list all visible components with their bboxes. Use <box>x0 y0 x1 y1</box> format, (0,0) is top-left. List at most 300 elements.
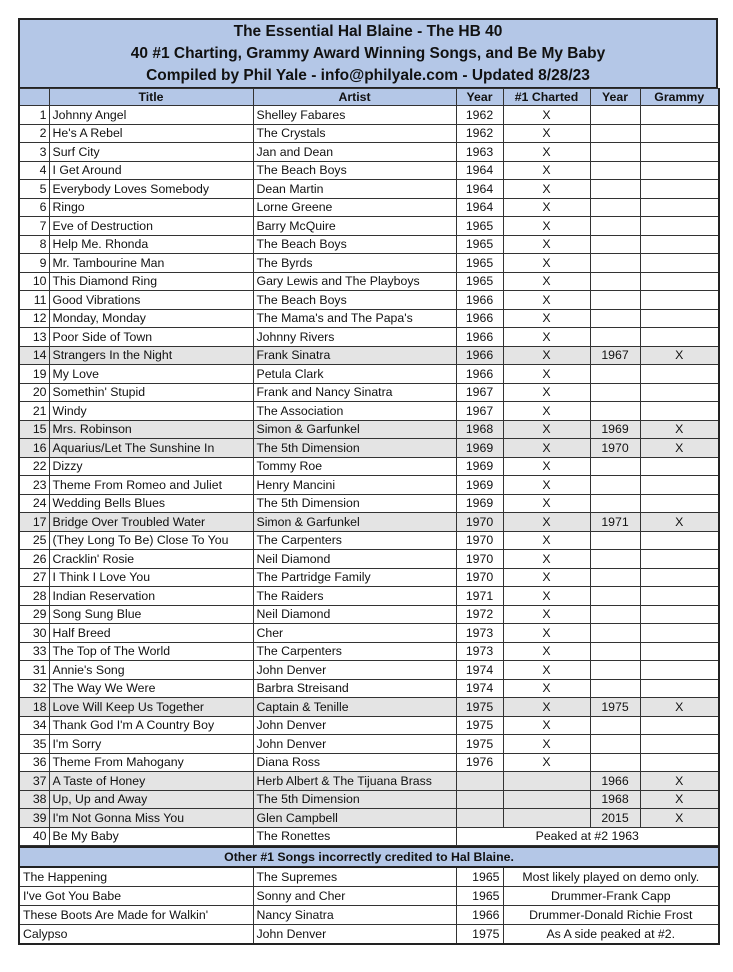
table-row <box>19 143 719 162</box>
row-artist: Cher <box>253 624 456 643</box>
row-grammy <box>640 161 719 180</box>
table-row <box>19 735 719 754</box>
row-year: 1966 <box>456 365 503 384</box>
row-number: 12 <box>19 309 49 328</box>
other-row <box>19 867 719 887</box>
row-note: Peaked at #2 1963 <box>456 827 719 846</box>
row-number: 29 <box>19 605 49 624</box>
row-title: This Diamond Ring <box>49 272 253 291</box>
row-title: Be My Baby <box>49 827 253 846</box>
row-grammy-year <box>590 402 640 421</box>
row-grammy-year <box>590 642 640 661</box>
row-title: He's A Rebel <box>49 124 253 143</box>
table-row <box>19 568 719 587</box>
row-grammy: X <box>640 439 719 458</box>
row-number: 19 <box>19 365 49 384</box>
col-header-grammy-year: Year <box>590 89 640 106</box>
other-artist: Nancy Sinatra <box>253 906 456 925</box>
row-grammy <box>640 568 719 587</box>
row-artist: John Denver <box>253 716 456 735</box>
row-title: Cracklin' Rosie <box>49 550 253 569</box>
other-artist: John Denver <box>253 925 456 945</box>
row-year: 1962 <box>456 106 503 125</box>
row-grammy <box>640 309 719 328</box>
title-line-1: The Essential Hal Blaine - The HB 40 <box>233 23 503 40</box>
row-title: Half Breed <box>49 624 253 643</box>
row-number: 27 <box>19 568 49 587</box>
row-charted: X <box>503 735 590 754</box>
row-title: Theme From Mahogany <box>49 753 253 772</box>
row-charted: X <box>503 309 590 328</box>
row-number: 18 <box>19 698 49 717</box>
row-year: 1971 <box>456 587 503 606</box>
row-grammy <box>640 642 719 661</box>
songs-table <box>18 88 720 846</box>
spreadsheet <box>18 18 718 945</box>
row-number: 2 <box>19 124 49 143</box>
row-number: 9 <box>19 254 49 273</box>
other-note: Drummer-Donald Richie Frost <box>503 906 719 925</box>
row-number: 3 <box>19 143 49 162</box>
row-grammy <box>640 254 719 273</box>
row-charted <box>503 790 590 809</box>
table-row <box>19 328 719 347</box>
other-section-title: Other #1 Songs incorrectly credited to Hal Blaine. <box>19 847 719 867</box>
table-row <box>19 383 719 402</box>
row-number: 38 <box>19 790 49 809</box>
row-year <box>456 809 503 828</box>
row-year: 1966 <box>456 328 503 347</box>
row-grammy-year <box>590 735 640 754</box>
table-row <box>19 161 719 180</box>
row-grammy <box>640 661 719 680</box>
row-grammy-year: 2015 <box>590 809 640 828</box>
row-grammy-year <box>590 254 640 273</box>
row-title: (They Long To Be) Close To You <box>49 531 253 550</box>
row-charted: X <box>503 476 590 495</box>
row-year: 1964 <box>456 161 503 180</box>
row-number: 31 <box>19 661 49 680</box>
row-grammy-year <box>590 753 640 772</box>
row-title: Eve of Destruction <box>49 217 253 236</box>
row-title: Monday, Monday <box>49 309 253 328</box>
row-artist: Lorne Greene <box>253 198 456 217</box>
other-section-header <box>19 847 719 867</box>
row-grammy <box>640 679 719 698</box>
row-number: 8 <box>19 235 49 254</box>
row-title: Song Sung Blue <box>49 605 253 624</box>
row-grammy <box>640 457 719 476</box>
row-artist: John Denver <box>253 735 456 754</box>
row-grammy <box>640 624 719 643</box>
other-artist: Sonny and Cher <box>253 887 456 906</box>
other-year: 1966 <box>456 906 503 925</box>
row-number: 17 <box>19 513 49 532</box>
row-title: Mr. Tambourine Man <box>49 254 253 273</box>
row-title: My Love <box>49 365 253 384</box>
row-charted: X <box>503 716 590 735</box>
row-number: 32 <box>19 679 49 698</box>
row-charted: X <box>503 605 590 624</box>
table-row <box>19 402 719 421</box>
header-row <box>19 89 719 106</box>
row-grammy <box>640 180 719 199</box>
row-artist: The Ronettes <box>253 827 456 846</box>
row-grammy-year <box>590 235 640 254</box>
other-row <box>19 906 719 925</box>
row-title: Wedding Bells Blues <box>49 494 253 513</box>
row-grammy <box>640 272 719 291</box>
row-grammy-year: 1970 <box>590 439 640 458</box>
row-artist: The 5th Dimension <box>253 439 456 458</box>
row-grammy-year <box>590 550 640 569</box>
table-row <box>19 346 719 365</box>
row-charted: X <box>503 402 590 421</box>
row-grammy <box>640 716 719 735</box>
row-title: Good Vibrations <box>49 291 253 310</box>
row-artist: Simon & Garfunkel <box>253 420 456 439</box>
row-grammy-year <box>590 457 640 476</box>
table-row <box>19 587 719 606</box>
row-grammy-year <box>590 309 640 328</box>
row-artist: Johnny Rivers <box>253 328 456 347</box>
row-number: 35 <box>19 735 49 754</box>
row-artist: The Partridge Family <box>253 568 456 587</box>
row-grammy <box>640 328 719 347</box>
row-year: 1962 <box>456 124 503 143</box>
row-artist: Barry McQuire <box>253 217 456 236</box>
row-year: 1974 <box>456 679 503 698</box>
row-grammy-year <box>590 328 640 347</box>
row-artist: John Denver <box>253 661 456 680</box>
row-artist: The Mama's and The Papa's <box>253 309 456 328</box>
row-year: 1964 <box>456 198 503 217</box>
row-title: Indian Reservation <box>49 587 253 606</box>
table-row <box>19 790 719 809</box>
table-row <box>19 753 719 772</box>
row-number: 6 <box>19 198 49 217</box>
row-artist: Captain & Tenille <box>253 698 456 717</box>
row-charted: X <box>503 679 590 698</box>
row-charted: X <box>503 568 590 587</box>
row-number: 40 <box>19 827 49 846</box>
row-title: The Way We Were <box>49 679 253 698</box>
row-grammy <box>640 531 719 550</box>
row-number: 25 <box>19 531 49 550</box>
row-title: Love Will Keep Us Together <box>49 698 253 717</box>
row-number: 16 <box>19 439 49 458</box>
other-year: 1965 <box>456 867 503 887</box>
row-title: I Get Around <box>49 161 253 180</box>
row-title: Aquarius/Let The Sunshine In <box>49 439 253 458</box>
row-artist: The 5th Dimension <box>253 494 456 513</box>
other-title: Calypso <box>19 925 253 945</box>
row-grammy-year <box>590 291 640 310</box>
table-row <box>19 106 719 125</box>
col-header-charted: #1 Charted <box>503 89 590 106</box>
row-grammy <box>640 291 719 310</box>
row-charted: X <box>503 124 590 143</box>
row-charted: X <box>503 198 590 217</box>
row-artist: Simon & Garfunkel <box>253 513 456 532</box>
other-title: These Boots Are Made for Walkin' <box>19 906 253 925</box>
row-grammy-year <box>590 605 640 624</box>
row-title: Ringo <box>49 198 253 217</box>
row-grammy <box>640 106 719 125</box>
row-title: The Top of The World <box>49 642 253 661</box>
row-title: Surf City <box>49 143 253 162</box>
row-charted: X <box>503 217 590 236</box>
other-artist: The Supremes <box>253 867 456 887</box>
row-year <box>456 772 503 791</box>
row-number: 39 <box>19 809 49 828</box>
other-title: I've Got You Babe <box>19 887 253 906</box>
row-charted: X <box>503 365 590 384</box>
row-year: 1965 <box>456 254 503 273</box>
table-row <box>19 235 719 254</box>
row-artist: Neil Diamond <box>253 550 456 569</box>
row-title: I'm Not Gonna Miss You <box>49 809 253 828</box>
other-year: 1975 <box>456 925 503 945</box>
row-number: 24 <box>19 494 49 513</box>
other-row <box>19 887 719 906</box>
row-title: Windy <box>49 402 253 421</box>
table-row <box>19 494 719 513</box>
table-row <box>19 772 719 791</box>
row-number: 13 <box>19 328 49 347</box>
row-year: 1969 <box>456 494 503 513</box>
row-charted: X <box>503 254 590 273</box>
row-year: 1965 <box>456 272 503 291</box>
row-charted: X <box>503 457 590 476</box>
row-grammy <box>640 365 719 384</box>
table-row <box>19 809 719 828</box>
row-artist: The Carpenters <box>253 642 456 661</box>
row-year: 1972 <box>456 605 503 624</box>
row-charted <box>503 772 590 791</box>
row-grammy <box>640 198 719 217</box>
row-title: Poor Side of Town <box>49 328 253 347</box>
row-number: 7 <box>19 217 49 236</box>
row-number: 15 <box>19 420 49 439</box>
row-year: 1966 <box>456 309 503 328</box>
table-row <box>19 531 719 550</box>
row-artist: The Beach Boys <box>253 291 456 310</box>
row-grammy-year: 1975 <box>590 698 640 717</box>
row-grammy <box>640 235 719 254</box>
row-charted: X <box>503 383 590 402</box>
row-artist: The Crystals <box>253 124 456 143</box>
title-banner <box>18 18 718 88</box>
row-charted: X <box>503 642 590 661</box>
row-charted: X <box>503 587 590 606</box>
row-artist: Shelley Fabares <box>253 106 456 125</box>
row-artist: The Beach Boys <box>253 161 456 180</box>
row-grammy-year <box>590 124 640 143</box>
row-number: 21 <box>19 402 49 421</box>
table-row <box>19 642 719 661</box>
row-artist: Henry Mancini <box>253 476 456 495</box>
other-rows <box>19 867 719 944</box>
row-title: Mrs. Robinson <box>49 420 253 439</box>
col-header-year: Year <box>456 89 503 106</box>
row-artist: Tommy Roe <box>253 457 456 476</box>
row-year <box>456 790 503 809</box>
table-row <box>19 439 719 458</box>
row-year: 1964 <box>456 180 503 199</box>
row-grammy-year: 1967 <box>590 346 640 365</box>
row-grammy-year: 1969 <box>590 420 640 439</box>
row-grammy: X <box>640 790 719 809</box>
row-artist: Herb Albert & The Tijuana Brass <box>253 772 456 791</box>
row-year: 1969 <box>456 439 503 458</box>
col-header-grammy: Grammy <box>640 89 719 106</box>
row-artist: Petula Clark <box>253 365 456 384</box>
row-grammy-year <box>590 143 640 162</box>
row-year: 1976 <box>456 753 503 772</box>
row-artist: The Association <box>253 402 456 421</box>
row-year: 1973 <box>456 624 503 643</box>
row-charted: X <box>503 143 590 162</box>
row-number: 37 <box>19 772 49 791</box>
row-year: 1967 <box>456 383 503 402</box>
row-artist: Barbra Streisand <box>253 679 456 698</box>
row-title: I Think I Love You <box>49 568 253 587</box>
row-grammy-year <box>590 568 640 587</box>
row-charted: X <box>503 513 590 532</box>
row-title: I'm Sorry <box>49 735 253 754</box>
row-grammy <box>640 143 719 162</box>
row-artist: The 5th Dimension <box>253 790 456 809</box>
row-grammy <box>640 476 719 495</box>
row-year: 1967 <box>456 402 503 421</box>
row-charted: X <box>503 106 590 125</box>
row-title: A Taste of Honey <box>49 772 253 791</box>
table-row <box>19 457 719 476</box>
row-charted: X <box>503 272 590 291</box>
row-grammy <box>640 217 719 236</box>
row-artist: Glen Campbell <box>253 809 456 828</box>
other-note: Most likely played on demo only. <box>503 867 719 887</box>
row-charted: X <box>503 180 590 199</box>
row-charted: X <box>503 661 590 680</box>
row-year: 1963 <box>456 143 503 162</box>
row-grammy <box>640 383 719 402</box>
row-grammy-year <box>590 106 640 125</box>
row-grammy <box>640 550 719 569</box>
row-charted: X <box>503 420 590 439</box>
row-artist: Jan and Dean <box>253 143 456 162</box>
table-row <box>19 124 719 143</box>
row-charted: X <box>503 753 590 772</box>
table-row <box>19 198 719 217</box>
row-grammy: X <box>640 346 719 365</box>
other-note: As A side peaked at #2. <box>503 925 719 945</box>
other-year: 1965 <box>456 887 503 906</box>
row-charted: X <box>503 161 590 180</box>
row-artist: Diana Ross <box>253 753 456 772</box>
row-grammy <box>640 402 719 421</box>
row-charted: X <box>503 439 590 458</box>
row-grammy-year <box>590 217 640 236</box>
row-grammy-year <box>590 587 640 606</box>
row-title: Johnny Angel <box>49 106 253 125</box>
row-number: 36 <box>19 753 49 772</box>
row-grammy <box>640 494 719 513</box>
row-charted: X <box>503 624 590 643</box>
row-grammy-year <box>590 716 640 735</box>
row-grammy: X <box>640 420 719 439</box>
title-line-3: Compiled by Phil Yale - info@philyale.com - Updated 8/28/23 <box>146 67 590 84</box>
table-row <box>19 272 719 291</box>
row-number: 10 <box>19 272 49 291</box>
row-grammy <box>640 587 719 606</box>
row-year: 1970 <box>456 531 503 550</box>
row-number: 4 <box>19 161 49 180</box>
last-row <box>19 827 719 846</box>
row-year: 1975 <box>456 698 503 717</box>
row-year: 1965 <box>456 235 503 254</box>
row-artist: Neil Diamond <box>253 605 456 624</box>
table-row <box>19 420 719 439</box>
row-title: Everybody Loves Somebody <box>49 180 253 199</box>
other-note: Drummer-Frank Capp <box>503 887 719 906</box>
row-charted: X <box>503 291 590 310</box>
row-artist: The Raiders <box>253 587 456 606</box>
row-year: 1975 <box>456 716 503 735</box>
row-charted: X <box>503 531 590 550</box>
table-row <box>19 254 719 273</box>
row-grammy-year: 1968 <box>590 790 640 809</box>
row-title: Thank God I'm A Country Boy <box>49 716 253 735</box>
row-grammy: X <box>640 513 719 532</box>
row-grammy-year: 1971 <box>590 513 640 532</box>
table-row <box>19 624 719 643</box>
row-title: Somethin' Stupid <box>49 383 253 402</box>
table-row <box>19 476 719 495</box>
row-grammy-year <box>590 161 640 180</box>
row-charted: X <box>503 235 590 254</box>
row-charted: X <box>503 328 590 347</box>
row-grammy <box>640 605 719 624</box>
row-grammy-year: 1966 <box>590 772 640 791</box>
row-artist: Frank and Nancy Sinatra <box>253 383 456 402</box>
col-header-title: Title <box>49 89 253 106</box>
row-number: 26 <box>19 550 49 569</box>
row-artist: Frank Sinatra <box>253 346 456 365</box>
row-number: 34 <box>19 716 49 735</box>
table-row <box>19 679 719 698</box>
row-grammy-year <box>590 494 640 513</box>
row-charted: X <box>503 494 590 513</box>
row-grammy-year <box>590 198 640 217</box>
row-artist: Dean Martin <box>253 180 456 199</box>
row-year: 1966 <box>456 291 503 310</box>
table-row <box>19 550 719 569</box>
row-grammy-year <box>590 180 640 199</box>
row-grammy-year <box>590 272 640 291</box>
row-number: 22 <box>19 457 49 476</box>
row-charted: X <box>503 550 590 569</box>
row-year: 1969 <box>456 457 503 476</box>
table-row <box>19 309 719 328</box>
row-grammy-year <box>590 679 640 698</box>
row-title: Bridge Over Troubled Water <box>49 513 253 532</box>
row-year: 1969 <box>456 476 503 495</box>
other-title: The Happening <box>19 867 253 887</box>
other-row <box>19 925 719 945</box>
row-number: 23 <box>19 476 49 495</box>
